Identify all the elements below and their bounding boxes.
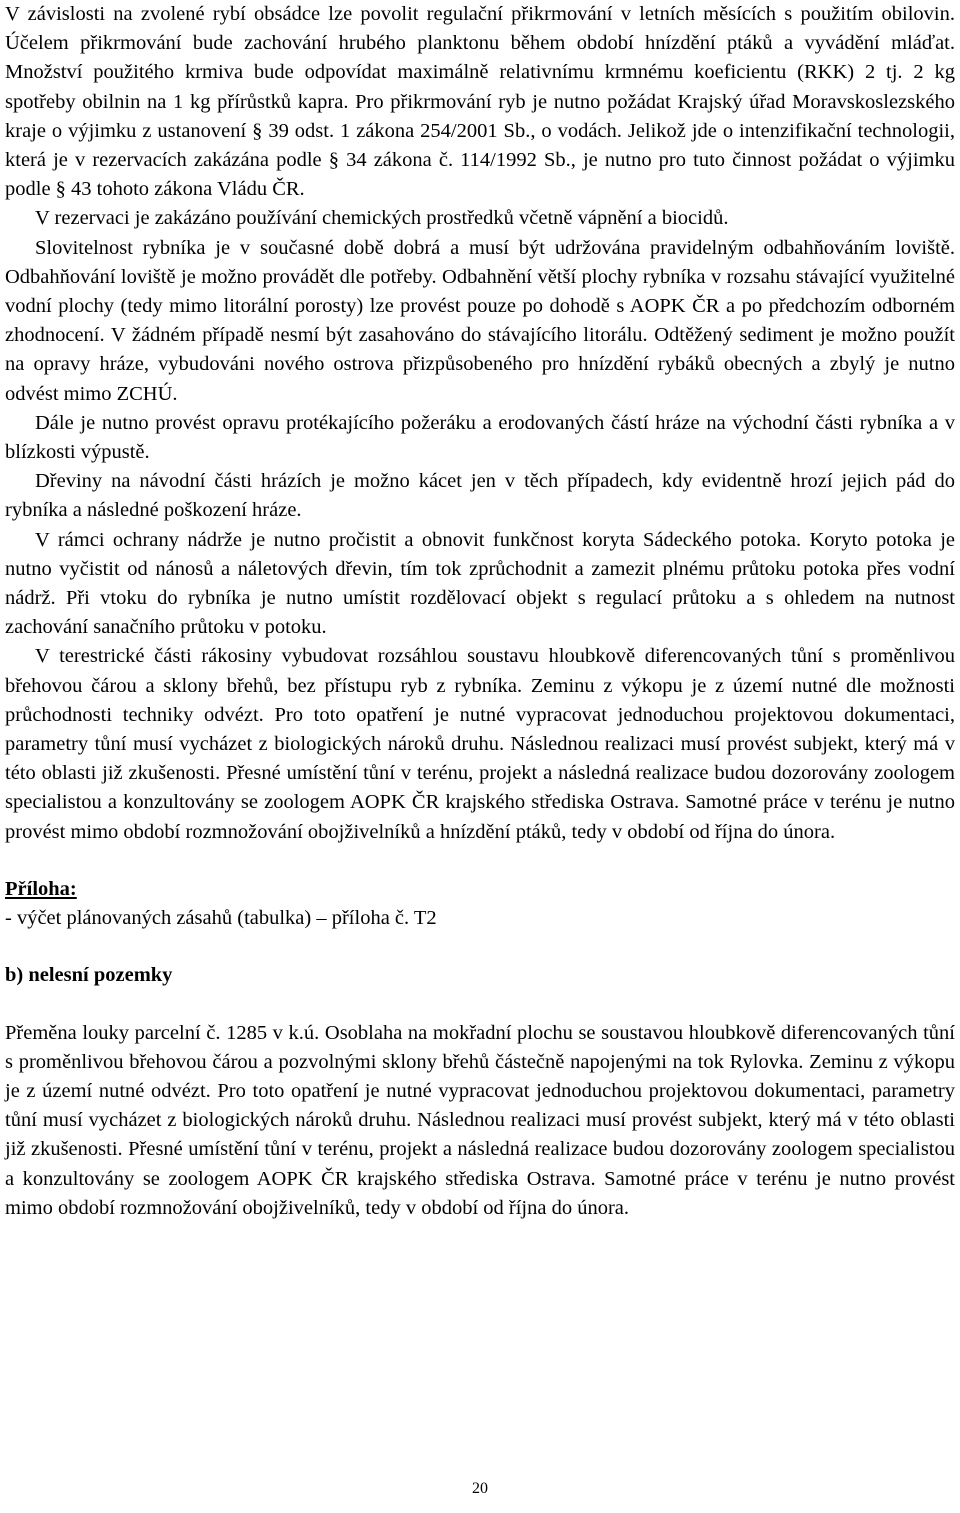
spacer xyxy=(5,933,955,961)
paragraph-chemicals: V rezervaci je zakázáno používání chemických prostředků včetně vápnění a biocidů. xyxy=(35,207,729,230)
attachment-heading: Příloha: xyxy=(5,877,77,900)
page-number: 20 xyxy=(472,1480,488,1497)
section-b-heading: b) nelesní pozemky xyxy=(5,964,173,987)
paragraph-stream: V rámci ochrany nádrže je nutno pročistit a obnovit funkčnost koryta Sádeckého potoka. Koryto potoka je nutno vyčistit od nánosů a náletových dřevin, tím tok zprůchodnit a zamezit plnému průtoku potoka přes vodní nádrž. Při vtoku do rybníka je nutno umístit rozdělovací objekt s regulací průtoku a s ohledem na nutnost zachování sanačního průtoku v potoku. xyxy=(5,528,955,639)
paragraph-desilting: Slovitelnost rybníka je v současné době dobrá a musí být udržována pravidelným odbahňováním loviště. Odbahňování loviště je možno provádět dle potřeby. Odbahnění větší plochy rybníka v rozsahu stávající využitelné vodní plochy (tedy mimo litorální porosty) lze provést pouze po dohodě s AOPK ČR a po předchozím odborném zhodnocení. V žádném případě nesmí být zasahováno do stávajícího litorálu. Odtěžený sediment je možno použít na opravy hráze, vybudováni nového ostrova přizpůsobeného pro hnízdění rybáků obecných a zbylý je nutno odvést mimo ZCHÚ. xyxy=(5,236,955,405)
paragraph-dam-repair: Dále je nutno provést opravu protékajícího požeráku a erodovaných částí hráze na východní části rybníka a v blízkosti výpustě. xyxy=(5,411,955,464)
paragraph-feeding: V závislosti na zvolené rybí obsádce lze povolit regulační přikrmování v letních měsících s použitím obilovin. Účelem přikrmování bude zachování hrubého planktonu během období hnízdění ptáků a vyvádění mláďat. Množství použitého krmiva bude odpovídat maximálně relativnímu krmnému koeficientu (RKK) 2 tj. 2 kg spotřeby obilnin na 1 kg přírůstků kapra. Pro přikrmování ryb je nutno požádat Krajský úřad Moravskoslezského kraje o výjimku z ustanovení § 39 odst. 1 zákona 254/2001 Sb., o vodách. Jelikož jde o intenzifikační technologii, která je v rezervacích zakázána podle § 34 zákona č. 114/1992 Sb., je nutno pro tuto činnost požádat o výjimku podle § 43 tohoto zákona Vládu ČR. xyxy=(5,3,955,201)
paragraph-pools: V terestrické části rákosiny vybudovat rozsáhlou soustavu hloubkově diferencovaných tůní s proměnlivou břehovou čárou a sklony břehů, bez přístupu ryb z rybníka. Zeminu z výkopu je z území nutné dle možnosti průchodnosti techniky odvézt. Pro toto opatření je nutné vypracovat jednoduchou projektovou dokumentaci, parametry tůní musí vycházet z biologických nároků druhu. Následnou realizaci musí provést subjekt, který má v této oblasti již zkušenosti. Přesné umístění tůní v terénu, projekt a následná realizace budou dozorovány zoologem specialistou a konzultovány se zoologem AOPK ČR krajského střediska Ostrava. Samotné práce v terénu je nutno provést mimo období rozmnožování obojživelníků a hnízdění ptáků, tedy v období od října do února. xyxy=(5,645,955,843)
paragraph-meadow: Přeměna louky parcelní č. 1285 v k.ú. Osoblaha na mokřadní plochu se soustavou hloubkově diferencovaných tůní s proměnlivou břehovou čárou a pozvolnými sklony břehů částečně napojenými na tok Rylovka. Zeminu z výkopu je z území nutné odvézt. Pro toto opatření je nutné vypracovat jednoduchou projektovou dokumentaci, parametry tůní musí vycházet z biologických nároků druhu. Následnou realizaci musí provést subjekt, který má v této oblasti již zkušenosti. Přesné umístění tůní v terénu, projekt a následná realizace budou dozorovány zoologem specialistou a konzultovány se zoologem AOPK ČR krajského střediska Ostrava. Samotné práce v terénu je nutno provést mimo období rozmnožování obojživelníků, tedy v období od října do února. xyxy=(5,1021,955,1219)
spacer xyxy=(5,991,955,1019)
paragraph-trees: Dřeviny na návodní části hrázích je možno kácet jen v těch případech, kdy evidentně hrozí jejich pád do rybníka a následné poškození hráze. xyxy=(5,470,955,522)
spacer xyxy=(5,847,955,875)
document-page xyxy=(5,0,955,1223)
attachment-item: - výčet plánovaných zásahů (tabulka) – příloha č. T2 xyxy=(5,907,437,930)
